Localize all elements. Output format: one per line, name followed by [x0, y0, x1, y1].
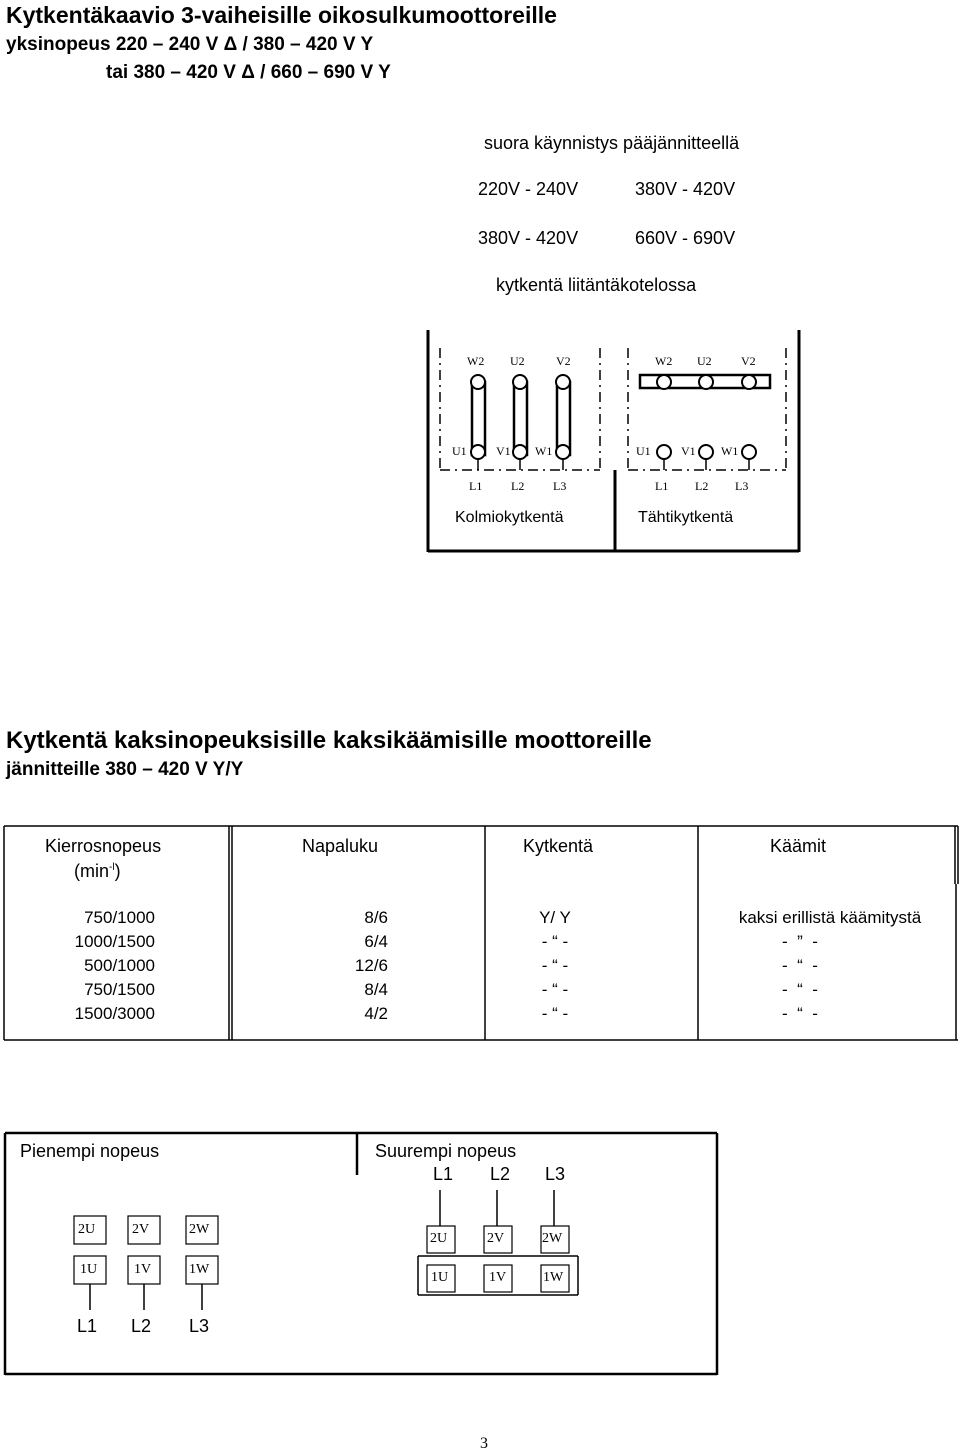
terminal-label: 1U [80, 1262, 98, 1277]
line-label: L1 [433, 1164, 454, 1184]
terminal-label-top: U2 [697, 354, 712, 368]
page-title: Kytkentäkaavio 3-vaiheisille oikosulkumoottoreille [6, 2, 557, 28]
terminal-label-top: V2 [741, 354, 756, 368]
cell-connection: - “ - [541, 980, 569, 999]
terminal-label: 1V [134, 1262, 152, 1277]
line-label: L3 [545, 1164, 566, 1184]
low-speed-label: Pienempi nopeus [20, 1141, 160, 1161]
terminal-label-top: V2 [556, 354, 571, 368]
cell-connection: - “ - [541, 1004, 569, 1023]
section-subtitle: jännitteille 380 – 420 V Y/Y [6, 759, 244, 780]
header-poles: Napaluku [302, 836, 379, 856]
line-label: L2 [131, 1316, 152, 1336]
voltage-star-1: 380V - 420V [635, 179, 736, 199]
subtitle-line-2: tai 380 – 420 V Δ / 660 – 690 V Y [106, 62, 391, 83]
page-number: 3 [480, 1435, 488, 1452]
terminal-label: 2V [487, 1231, 505, 1246]
line-label: L3 [553, 479, 567, 493]
header-speed-unit: $(\min^{-l})$ [74, 861, 121, 881]
start-method-label: suora käynnistys pääjännitteellä [484, 133, 740, 153]
line-label: L3 [189, 1316, 210, 1336]
cell-speed: 1000/1500 [74, 932, 155, 951]
terminal-label-top: W2 [655, 354, 673, 368]
terminal-label-bottom: U1 [452, 444, 467, 458]
terminal-label: 2U [78, 1222, 96, 1237]
terminal-label-bottom: U1 [636, 444, 651, 458]
cell-poles: 6/4 [364, 932, 388, 951]
terminal-label-bottom: W1 [721, 444, 739, 458]
cell-windings: - “ - [782, 956, 818, 975]
cell-poles: 8/6 [364, 908, 388, 927]
terminal-label: 2U [430, 1231, 448, 1246]
cell-connection: Y/ Y [539, 908, 571, 927]
voltage-star-2: 660V - 690V [635, 228, 736, 248]
cell-poles: 12/6 [354, 956, 388, 975]
terminal-label: 1V [489, 1270, 507, 1285]
cell-windings: - “ - [782, 1004, 818, 1023]
subtitle-line-1: yksinopeus 220 – 240 V Δ / 380 – 420 V Y [6, 34, 374, 55]
voltage-delta-2: 380V - 420V [478, 228, 579, 248]
cell-speed: 1500/3000 [74, 1004, 155, 1023]
high-speed-label: Suurempi nopeus [375, 1141, 517, 1161]
cell-poles: 4/2 [364, 1004, 388, 1023]
line-label: L2 [695, 479, 709, 493]
cell-speed: 750/1500 [84, 980, 155, 999]
cell-connection: - “ - [541, 956, 569, 975]
line-label: L1 [655, 479, 669, 493]
cell-windings: - “ - [782, 980, 818, 999]
voltage-delta-1: 220V - 240V [478, 179, 579, 199]
terminal-label: 1W [543, 1270, 564, 1285]
cell-connection: - “ - [541, 932, 569, 951]
header-windings: Käämit [770, 836, 827, 856]
terminal-label-top: U2 [510, 354, 525, 368]
terminal-label-bottom: W1 [535, 444, 553, 458]
terminal-label: 1U [431, 1270, 449, 1285]
star-connection-label: Tähtikytkentä [638, 509, 734, 526]
cell-windings: kaksi erillistä käämitystä [738, 908, 922, 927]
header-connection: Kytkentä [523, 836, 594, 856]
cell-speed: 750/1000 [84, 908, 155, 927]
terminal-label: 2V [132, 1222, 150, 1237]
delta-connection-label: Kolmiokytkentä [455, 509, 564, 526]
terminal-label-bottom: V1 [496, 444, 511, 458]
section-title: Kytkentä kaksinopeuksisille kaksikäämisille moottoreille [6, 727, 652, 754]
terminal-label: 2W [542, 1231, 563, 1246]
line-label: L3 [735, 479, 749, 493]
terminal-box-label: kytkentä liitäntäkotelossa [496, 275, 697, 295]
cell-poles: 8/4 [364, 980, 388, 999]
cell-windings: - ” - [782, 932, 818, 951]
line-label: L1 [469, 479, 483, 493]
terminal-label-bottom: V1 [681, 444, 696, 458]
line-label: L2 [511, 479, 525, 493]
terminal-label: 1W [189, 1262, 210, 1277]
cell-speed: 500/1000 [84, 956, 155, 975]
terminal-label-top: W2 [467, 354, 485, 368]
line-label: L1 [77, 1316, 98, 1336]
header-speed: Kierrosnopeus [45, 836, 162, 856]
terminal-label: 2W [189, 1222, 210, 1237]
line-label: L2 [490, 1164, 511, 1184]
